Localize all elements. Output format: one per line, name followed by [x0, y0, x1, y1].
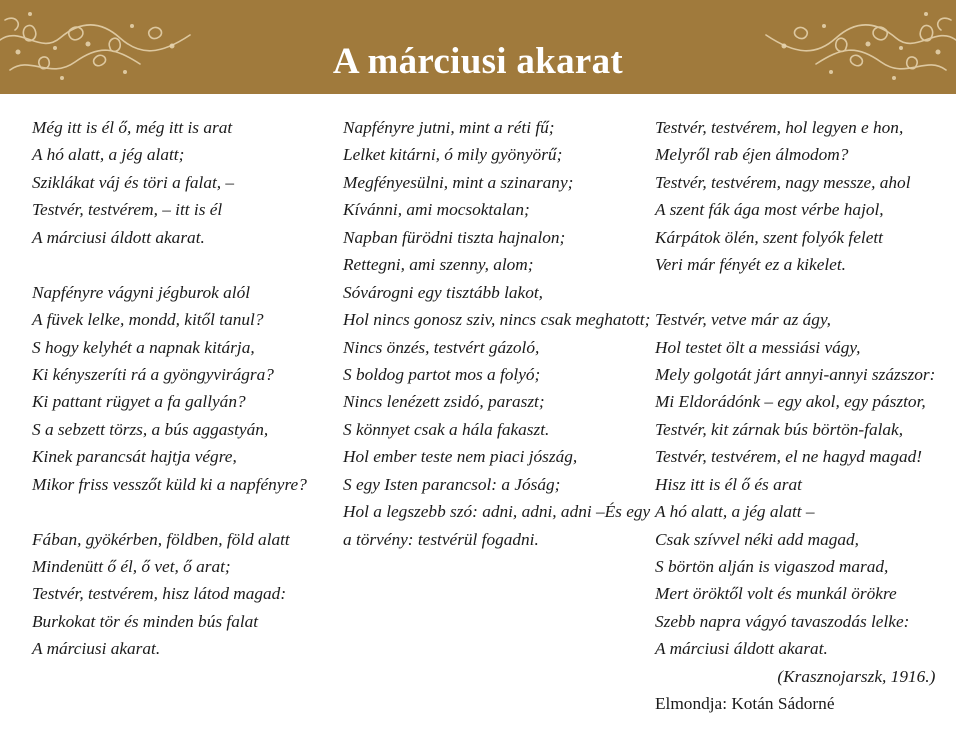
poem-line: Ki pattant rügyet a fa gallyán?: [32, 392, 246, 412]
poem-line: A hó alatt, a jég alatt –: [655, 502, 815, 522]
poem-line: Hisz itt is él ő és arat: [655, 474, 802, 494]
poem-line: Testvér, testvérem, hisz látod magad:: [32, 584, 287, 604]
poem-line: A füvek lelke, mondd, kitől tanul?: [32, 310, 264, 330]
poem-line: Napban fürödni tiszta hajnalon;: [343, 227, 566, 247]
poem-line: Testvér, testvérem, nagy messze, ahol: [655, 172, 911, 192]
poem-line: Napfényre jutni, mint a réti fű;: [343, 118, 555, 137]
poem-line: Nincs önzés, testvért gázoló,: [343, 337, 540, 357]
poem-line: S hogy kelyhét a napnak kitárja,: [32, 337, 255, 357]
poem-title: A márciusi akarat: [332, 41, 624, 82]
poem-line: Testvér, testvérem, el ne hagyd magad!: [655, 447, 922, 467]
poem-line: S egy Isten parancsol: a Jóság;: [343, 474, 561, 494]
poem-line: Csak szívvel néki add magad,: [655, 529, 859, 549]
poem-line: Hol testet ölt a messiási vágy,: [655, 337, 861, 357]
poem-line: Ki kényszeríti rá a gyöngyvirágra?: [32, 364, 274, 384]
poem-line: Mikor friss vesszőt küld ki a napfényre?: [32, 474, 307, 494]
stanza-break: [655, 279, 935, 306]
poem-line: Megfényesülni, mint a szinarany;: [343, 172, 574, 192]
stanza-break: [32, 498, 307, 525]
poem-line: Kinek parancsát hajtja végre,: [32, 447, 237, 467]
poem-line: Burkokat tör és minden bús falat: [32, 611, 259, 631]
poem-line: Sziklákat váj és töri a falat, –: [32, 172, 235, 192]
poem-line: Veri már fényét ez a kikelet.: [655, 255, 846, 275]
poem-line: Mi Eldorádónk – egy akol, egy pásztor,: [655, 392, 926, 412]
poem-line: S boldog partot mos a folyó;: [343, 364, 541, 384]
poem-line: a törvény: testvérül fogadni.: [343, 529, 539, 549]
poem-line: Mely golgotát járt annyi-annyi százszor:: [655, 364, 936, 384]
reciter-credit: Elmondja: Kotán Sádorné: [655, 694, 835, 714]
poem-line: Testvér, testvérem, – itt is él: [32, 200, 223, 220]
poem-line: Testvér, testvérem, hol legyen e hon,: [655, 118, 904, 137]
poem-line: Sóvárogni egy tisztább lakot,: [343, 282, 543, 302]
poem-line: A márciusi akarat.: [32, 639, 161, 659]
poem-line: Hol nincs gonosz sziv, nincs csak meghatott;: [343, 310, 651, 330]
poem-line: A szent fák ága most vérbe hajol,: [655, 200, 884, 220]
poem-line: Mert öröktől volt és munkál örökre: [655, 584, 897, 604]
poem-line: Fában, gyökérben, földben, föld alatt: [32, 529, 290, 549]
poem-column-3: [655, 114, 935, 718]
poem-line: Hol ember teste nem piaci jószág,: [343, 447, 578, 467]
title-banner: [0, 0, 956, 94]
poem-line: Lelket kitárni, ó mily gyönyörű;: [343, 145, 563, 165]
poem-line: Kívánni, ami mocsoktalan;: [343, 200, 530, 220]
poem-line: Nincs lenézett zsidó, paraszt;: [343, 392, 545, 412]
poem-column-2: [343, 114, 650, 553]
stanza-break: [32, 251, 307, 278]
poem-line: Kárpátok ölén, szent folyók felett: [655, 227, 883, 247]
poem-line: A hó alatt, a jég alatt;: [32, 145, 185, 165]
poem-column-1: [32, 114, 307, 663]
poem-line: Mindenütt ő él, ő vet, ő arat;: [32, 557, 231, 576]
poem-line: S könnyet csak a hála fakaszt.: [343, 419, 550, 439]
poem-line: A márciusi áldott akarat.: [655, 639, 828, 659]
poem-line: Szebb napra vágyó tavaszodás lelke:: [655, 611, 910, 631]
poem-line: Testvér, kit zárnak bús börtön-falak,: [655, 419, 904, 439]
poem-line: S börtön alján is vigaszod marad,: [655, 557, 889, 576]
poem-line: Még itt is él ő, még itt is arat: [32, 118, 233, 137]
poem-line: S a sebzett törzs, a bús aggastyán,: [32, 419, 269, 439]
poem-line: Hol a legszebb szó: adni, adni, adni –És egy: [343, 502, 651, 522]
poem-line: Napfényre vágyni jégburok alól: [32, 282, 251, 302]
poem-line: Melyről rab éjen álmodom?: [655, 145, 849, 165]
poem-line: Testvér, vetve már az ágy,: [655, 310, 831, 330]
place-date-note: (Krasznojarszk, 1916.): [777, 666, 936, 686]
poem-line: A márciusi áldott akarat.: [32, 227, 205, 247]
poem-line: Rettegni, ami szenny, alom;: [343, 255, 534, 275]
